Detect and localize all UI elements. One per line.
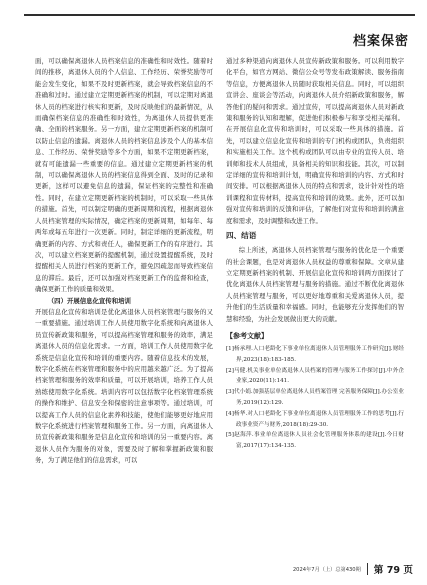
section-tag: 档案保密 — [352, 34, 409, 49]
body-paragraph: 开展信息化宣传和培训是优化离退休人员档案管理与服务的又一重要措施。通过培训工作人员使用数字化系统和向离退休人员宣传新政策和服务，可以提高档案管理和服务的效率，满足离退休人员的信息化需求。一方面，培训工作人员使用数字化系统是信息化宣传和培训的重要内容。随着信息技术的发展，数字化系统在档案管理和服务中的应用越来越广泛。为了提高档案管理和服务的效率和质量，可以开展培训，培养工作人员熟练使用数字化系统。培训内容可以包括数字化档案管理系统的操作和维护、信息安全和保密的注意事项等。通过培训，可以提高工作人员的信息化素养和技能，使他们能够更好地应用数字化系统进行档案管理和服务工作。另一方面，向离退休人员宣传新政策和服务是信息化宣传和培训的另一重要内容。离退休人员作为服务的对象，需要及时了解和掌握新政策和服务，为了满足他们的信息需求，可以 — [35, 307, 213, 465]
reference-item: [3]代小娟.加强基层单位离退休人员档案管理 完善服务保障[J].办公室业务,2019(12):129. — [226, 389, 404, 406]
left-column — [35, 56, 213, 467]
reference-item: [5]赵海萍.事业单位离退休人员社会化管理服务体系的建设[J].今日财富,2017(17):134-135. — [226, 432, 404, 450]
issue-info: 2024年7月（上）总第430期 — [292, 566, 361, 573]
footer-divider — [367, 563, 368, 575]
section-title: 四、结语 — [226, 231, 257, 241]
subsection-heading: （四）开展信息化宣传和培训 — [47, 296, 131, 305]
page-number: 第 79 页 — [373, 565, 413, 576]
reference-item: [2]马健.机关事业单位离退休人员档案的管理与服务工作探讨[J].中外企业家,2020(11):141. — [226, 367, 404, 385]
reference-item: [4]杨华.对人口老龄化下事业单位离退休人员管理服务工作的思考[J].行政事业资产与财务,2018(18):29-30. — [226, 410, 404, 428]
body-paragraph: 通过多种渠道向离退休人员宣传新政策和服务。可以利用数字化平台，如官方网站、微信公众号等发布政策解读、服务指南等信息，方便离退休人员随时获取相关信息。同时，可以组织宣讲会、座谈会等活动，向离退休人员介绍新政策和服务，解答他们的疑问和需求。通过宣传，可以提高离退休人员对新政策和服务的认知和理解，促进他们积极参与和享受相关福利。在开展信息化宣传和培训时，可以采取一些具体的措施。首先，可以建立信息化宣传和培训的专门机构或团队，负责组织和实施相关工作。这个机构或团队可以由专业的宣传人员、培训师和技术人员组成，具备相关的知识和技能。其次，可以制定详细的宣传和培训计划，明确宣传和培训的内容、方式和时间安排。可以根据离退休人员的特点和需求，设计针对性的培训课程和宣传材料，提高宣传和培训的效果。此外，还可以加强对宣传和培训的反馈和评估，了解他们对宣传和培训的满意度和需求，及时调整和改进工作。 — [226, 57, 404, 225]
conclusion-paragraph: 综上所述，离退休人员档案管理与服务的优化是一个重要的社会课题，也是对离退休人员权益的尊重和保障。文章从建立定期更新档案的机制、开展信息化宣传和培训两方面探讨了优化离退休人员档案管理与服务的措施。通过不断优化离退休人员档案管理与服务，可以更好地尊重和关爱离退休人员，提升他们的生活质量和幸福感。同时，也能够充分发挥他们的智慧和经验，为社会发展做出更大的贡献。 — [226, 246, 404, 323]
right-column — [226, 56, 404, 452]
page-footer — [293, 561, 413, 577]
references-title: 【参考文献】 — [226, 331, 268, 340]
reference-item: [1]杨承理.人口老龄化下事业单位离退休人员管理服务工作研究[J].财经界,2023(18):183-185. — [226, 345, 404, 363]
page-header — [0, 0, 427, 56]
body-paragraph: 面，可以确保离退休人员档案信息的准确性和时效性。随着时间的推移，离退休人员的个人信息、工作经历、荣誉奖励等可能会发生变化，如果不及时更新档案，就会导致档案信息的不准确和过时。通过建立定期更新档案的机制，可以定期对离退休人员的档案进行核实和更新，及时反映他们的最新情况，从而确保档案信息的准确性和时效性，为离退休人员提供更准确、全面的档案服务。另一方面，建立定期更新档案的机制可以防止信息的遗漏。离退休人员的档案信息涉及个人的基本信息、工作经历、荣誉奖励等多个方面，如果不定期更新档案，就有可能遗漏一些重要的信息。通过建立定期更新档案的机制，可以确保离退休人员的档案信息得到全面、及时的记录和更新，这样可以避免信息的遗漏，保证档案的完整性和准确性。同时，在建立定期更新档案的机制时，可以采取一些具体的措施。首先，可以制定明确的更新周期和流程，根据离退休人员档案管理的实际情况，确定档案的更新周期，如每年、每两年或每五年进行一次更新。同时，制定详细的更新流程，明确更新的内容、方式和责任人，确保更新工作的有序进行。其次，可以建立档案更新的提醒机制，通过设置提醒系统，及时提醒相关人员进行档案的更新工作，避免因疏忽而导致档案信息的滞后。最后，还可以加强对档案更新工作的监督和检查，确保更新工作的质量和效果。 — [35, 57, 213, 294]
header-rule — [24, 14, 415, 16]
